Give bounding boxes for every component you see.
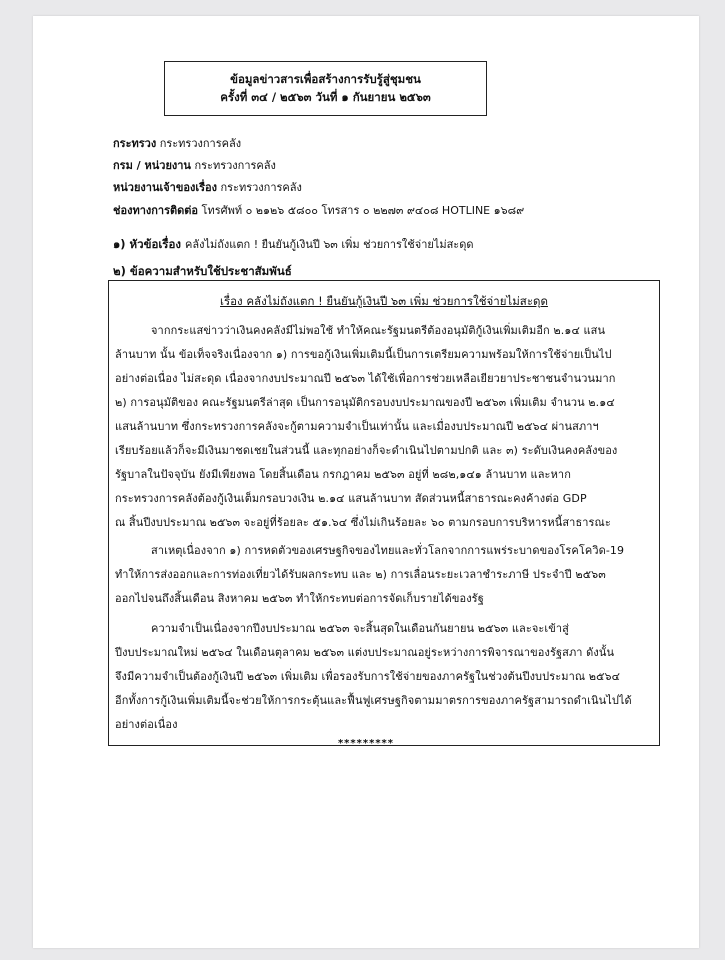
section-topic (113, 235, 474, 254)
story-line: ณ สิ้นปีงบประมาณ ๒๕๖๓ จะอยู่ที่ร้อยละ ๕๑.๖๔ ซึ่งไม่เกินร้อยละ ๖๐ ตามกรอบการบริหารหนี้สาธารณะ (115, 516, 611, 529)
story-line: รัฐบาลในปัจจุบัน ยังมีเพียงพอ โดยสิ้นเดือน กรกฎาคม ๒๕๖๓ อยู่ที่ ๒๘๒,๑๔๑ ล้านบาท และหาก (115, 468, 571, 481)
pr-message-box (108, 280, 660, 746)
document-page (33, 16, 699, 948)
story-line: กระทรวงการคลังต้องกู้เงินเต็มกรอบวงเงิน ๒.๑๔ แสนล้านบาท สัดส่วนหนี้สาธารณะคงค้างต่อ GDP (115, 492, 587, 505)
department-value: กระทรวงการคลัง (194, 159, 276, 172)
section-pr-label: ๒) ข้อความสำหรับใช้ประชาสัมพันธ์ (113, 264, 292, 278)
ministry-row (113, 137, 241, 151)
story-line: สาเหตุเนื่องจาก ๑) การหดตัวของเศรษฐกิจของไทยและทั่วโลกจากการแพร่ระบาดของโรคโควิด-19 (151, 544, 625, 557)
story-line: จากกระแสข่าวว่าเงินคงคลังมีไม่พอใช้ ทำให้คณะรัฐมนตรีต้องอนุมัติกู้เงินเพิ่มเติมอีก ๒.๑๔ แสน (151, 324, 606, 337)
story-line: ออกไปจนถึงสิ้นเดือน สิงหาคม ๒๕๖๓ ทำให้กระทบต่อการจัดเก็บรายได้ของรัฐ (115, 592, 484, 605)
section-topic-label: ๑) หัวข้อเรื่อง (113, 237, 181, 251)
contact-row (113, 204, 524, 218)
document-issue-date: ครั้งที่ ๓๔ / ๒๕๖๓ วันที่ ๑ กันยายน ๒๕๖๓ (220, 90, 431, 104)
ministry-label: กระทรวง (113, 137, 157, 150)
ministry-value: กระทรวงการคลัง (159, 137, 242, 150)
document-title-box (164, 61, 487, 116)
story-line: ปีงบประมาณใหม่ ๒๕๖๔ ในเดือนตุลาคม ๒๕๖๓ แต่งบประมาณอยู่ระหว่างการพิจารณาของรัฐสภา ดังนั้น (115, 646, 615, 659)
story-line: ทำให้การส่งออกและการท่องเที่ยวได้รับผลกระทบ และ ๒) การเลื่อนระยะเวลาชำระภาษี ประจำปี ๒๕๖๓ (115, 568, 606, 581)
story-line: ๒) การอนุมัติของ คณะรัฐมนตรีล่าสุด เป็นการอนุมัติกรอบงบประมาณของปี ๒๕๖๓ เพิ่มเติม จำนวน ๒.๑๔ (115, 396, 615, 409)
end-of-document-marker: ********* (337, 738, 395, 749)
owner-label: หน่วยงานเจ้าของเรื่อง (113, 181, 217, 194)
department-label: กรม / หน่วยงาน (113, 159, 191, 172)
owner-value: กระทรวงการคลัง (220, 181, 302, 194)
story-line: อย่างต่อเนื่อง ไม่สะดุด เนื่องจากงบประมาณปี ๒๕๖๓ ได้ใช้เพื่อการช่วยเหลือเยียวยาประชาชนจำนวนมาก (115, 372, 616, 385)
story-line: อีกทั้งการกู้เงินเพิ่มเติมนี้จะช่วยให้การกระตุ้นและฟื้นฟูเศรษฐกิจตามมาตรการของภาครัฐสามารถดำเนินไปได้ (115, 694, 632, 707)
contact-value: โทรศัพท์ ๐ ๒๑๒๖ ๕๘๐๐ โทรสาร ๐ ๒๒๗๓ ๙๔๐๘ HOTLINE ๑๖๘๙ (201, 204, 525, 217)
section-topic-value: คลังไม่ถังแตก ! ยืนยันกู้เงินปี ๖๓ เพิ่ม ช่วยการใช้จ่ายไม่สะดุด (185, 238, 474, 251)
story-line: แสนล้านบาท ซึ่งกระทรวงการคลังจะกู้ตามความจำเป็นเท่านั้น และเมื่องบประมาณปี ๒๕๖๔ ผ่านสภาฯ (115, 420, 599, 433)
owner-row (113, 181, 302, 195)
contact-label: ช่องทางการติดต่อ (113, 204, 199, 217)
story-line: อย่างต่อเนื่อง (115, 718, 178, 731)
story-line: ล้านบาท นั้น ข้อเท็จจริงเนื่องจาก ๑) การขอกู้เงินเพิ่มเติมนี้เป็นการเตรียมความพร้อมให้การใช้จ่ายเป็นไป (115, 348, 612, 361)
story-line: จึงมีความจำเป็นต้องกู้เงินปี ๒๕๖๓ เพิ่มเติม เพื่อรองรับการใช้จ่ายของภาครัฐในช่วงต้นปีงบประมาณ ๒๕๖๔ (115, 670, 621, 683)
story-line: เรียบร้อยแล้วก็จะมีเงินมาชดเชยในส่วนนี้ และทุกอย่างก็จะดำเนินไปตามปกติ และ ๓) ระดับเงินคงคลังของ (115, 444, 618, 457)
story-line: ความจำเป็นเนื่องจากปีงบประมาณ ๒๕๖๓ จะสิ้นสุดในเดือนกันยายน ๒๕๖๓ และจะเข้าสู่ (151, 622, 569, 635)
document-title: ข้อมูลข่าวสารเพื่อสร้างการรับรู้สู่ชุมชน (230, 72, 421, 86)
department-row (113, 159, 276, 173)
section-pr-message (113, 263, 292, 281)
story-title: เรื่อง คลังไม่ถังแตก ! ยืนยันกู้เงินปี ๖๓ เพิ่ม ช่วยการใช้จ่ายไม่สะดุด (220, 294, 548, 308)
